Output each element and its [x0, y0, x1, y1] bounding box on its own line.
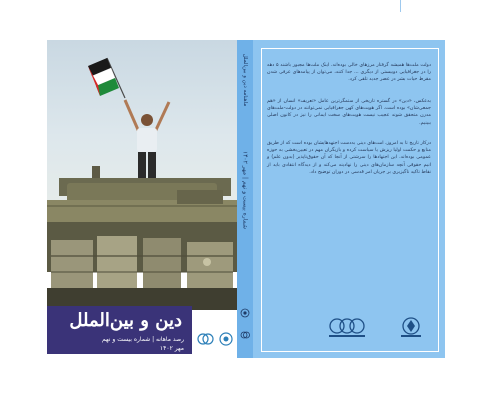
issue-date: مهر ۱۴۰۲ — [159, 345, 184, 352]
back-cover-frame — [261, 48, 439, 352]
issue-subtitle: رصد ماهانه | شماره بیست و نهم — [102, 336, 184, 343]
organization-emblem-icon — [401, 318, 421, 337]
spine-issue-text: شماره بیست و نهم | مهر ۱۴۰۲ — [241, 150, 249, 230]
spine — [237, 40, 253, 358]
cover-photo — [47, 40, 237, 310]
magazine-title: دین و بین‌الملل — [69, 310, 182, 331]
spine-title: ماهنامه دین و بین‌الملل — [242, 53, 248, 107]
institute-logo-icon — [329, 319, 365, 337]
magazine-cover-spread — [47, 40, 445, 358]
back-cover — [253, 40, 445, 358]
rings-logo-icon — [198, 334, 213, 344]
palestinian-flag — [88, 58, 119, 96]
back-logos — [323, 316, 433, 340]
back-paragraph-2: به‌عکس، «دین» در گستره تاریخی از ستمگرترین عامل «تعریف» انسان از «هم جمعی‌شان» بوده است. اگر هویت‌های کهن جغرافیایی نمی‌توانند در دولت-ملت‌های مدرن متحقق شوند عجیب نیست هویت‌های سخت ایمانی را نیز در کانون اصلی ببینیم. — [267, 99, 431, 126]
front-logos — [195, 330, 235, 348]
spine-seal-icon — [240, 308, 250, 318]
back-paragraph-3: درکار تاریخ تا به امروز، امت‌های دینی به‌دست اجتهدهایشان بوده است که از طریق منابع و حکمت اولیا ریزش یا سیاست کرده و بازیگران مهم در تعیین‌بخشی به حوزه عمومی بوده‌اند. این اجتهادها را سرشتی از آنجا که آن حقوق‌ناپذیر (بدون علم) و انیم حقوقی آنچه سازمان‌های دینی را نهادینه می‌کند و از دیدگاه انتقادی باید از نقاط تاکید ناگیزیری بر جریان امر قدسی در دوران توضیح داد. — [267, 141, 431, 175]
round-seal-icon — [220, 333, 232, 345]
back-paragraph-1: دولت ملت‌ها همیشه گرفتار مرزهای خالی بوده‌اند. اینک ملت‌ها مجبور باشند ۵ دهه را در جغرافیایی دوبیستی از دیگری ... جدا کنند، می‌توان از پیامدهای عرفی شدن مقرط حیات بشر در عصر جدید تلقی کرد. — [267, 63, 431, 83]
spine-rings-icon — [240, 330, 250, 340]
title-band — [47, 306, 192, 354]
page-edge-mark — [400, 0, 401, 12]
man-figure — [125, 100, 169, 183]
tank — [47, 166, 237, 310]
front-cover — [47, 40, 237, 358]
